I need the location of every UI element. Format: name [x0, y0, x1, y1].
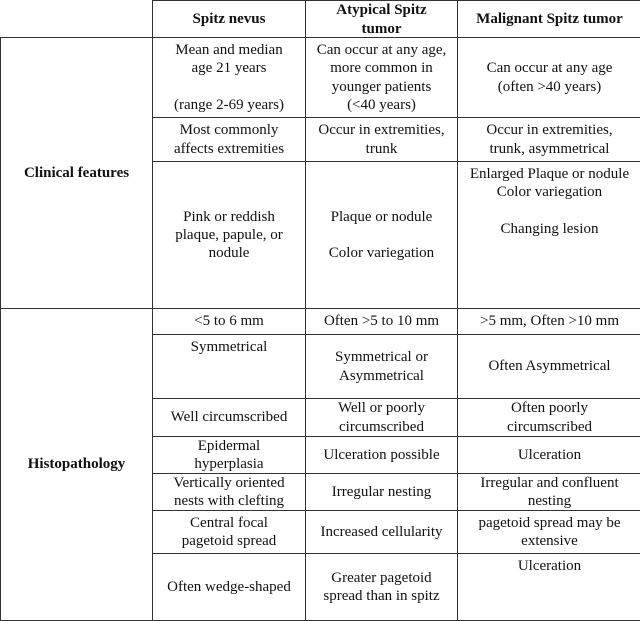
table-cell: [152, 37, 306, 118]
table-cell: [457, 37, 640, 118]
table-cell-text: Often >5 to 10 mm: [323, 313, 440, 330]
table-cell-text: pagetoid spread may be extensive: [478, 514, 621, 549]
table-cell: [305, 117, 458, 162]
table-cell: [152, 398, 306, 437]
table-cell: [457, 117, 640, 162]
table-cell: [305, 308, 458, 335]
table-cell-text: Plaque or nodule Color variegation: [328, 208, 435, 262]
table-cell: [305, 473, 458, 511]
table-cell: [305, 436, 458, 474]
table-cell-text: Often poorly circumscribed: [507, 400, 592, 435]
table-cell-text: Most commonly affects extremities: [173, 122, 285, 157]
table-cell-text: Enlarged Plaque or nodule Color variegation Changing lesion: [469, 166, 630, 237]
table-cell: [152, 436, 306, 474]
table-cell-text: Occur in extremities, trunk, asymmetrical: [486, 122, 613, 157]
table-cell-text: Ulceration possible: [323, 446, 440, 463]
section-label-histopathology: [0, 308, 153, 621]
table-cell: [305, 553, 458, 621]
table-cell-text: Often Asymmetrical: [488, 358, 611, 375]
table-cell-text: Mean and median age 21 years (range 2-69 years): [174, 42, 284, 113]
table-cell-text: Often wedge-shaped: [167, 578, 291, 595]
table-cell: [152, 473, 306, 511]
table-cell-text: Well or poorly circumscribed: [337, 400, 426, 435]
table-cell: [457, 436, 640, 474]
column-header: [305, 0, 458, 38]
section-label-clinical-features: [0, 37, 153, 309]
table-cell: [305, 334, 458, 399]
table-cell-text: Epidermal hyperplasia: [194, 437, 264, 472]
table-cell-text: Occur in extremities, trunk: [318, 122, 445, 157]
table-cell-text: Can occur at any age, more common in younger patients (<40 years): [316, 42, 447, 113]
table-cell: [152, 553, 306, 621]
table-cell-text: Pink or reddish plaque, papule, or nodule: [175, 208, 283, 262]
table-cell: [152, 308, 306, 335]
table-cell: [457, 473, 640, 511]
column-header-text: Spitz nevus: [192, 11, 266, 28]
table-cell: [457, 161, 640, 309]
table-cell: [152, 510, 306, 554]
table-cell-text: Increased cellularity: [320, 523, 443, 540]
column-header-text: Malignant Spitz tumor: [476, 11, 623, 28]
table-cell-text: Ulceration: [517, 558, 582, 574]
table-cell: [457, 398, 640, 437]
table-cell: [152, 334, 306, 399]
table-cell: [305, 398, 458, 437]
column-header: [457, 0, 640, 38]
column-header: [152, 0, 306, 38]
table-cell-text: Vertically oriented nests with clefting: [173, 474, 285, 509]
table-cell: [152, 117, 306, 162]
table-cell: [457, 510, 640, 554]
table-cell: [457, 553, 640, 621]
table-cell: [152, 161, 306, 309]
table-cell-text: Well circumscribed: [170, 409, 288, 426]
table-cell-text: Symmetrical: [190, 339, 268, 355]
column-header-text: Atypical Spitz tumor: [336, 2, 427, 37]
header-empty-cell: [0, 0, 153, 38]
table-cell-text: >5 mm, Often >10 mm: [480, 313, 619, 330]
table-cell: [305, 510, 458, 554]
section-label-histopathology-text: Histopathology: [27, 456, 126, 473]
table-cell-text: Can occur at any age (often >40 years): [486, 60, 613, 95]
table-cell-text: <5 to 6 mm: [194, 313, 264, 330]
table-cell-text: Irregular and confluent nesting: [480, 474, 619, 509]
table-cell: [305, 161, 458, 309]
table-cell: [305, 37, 458, 118]
table-cell-text: Irregular nesting: [331, 483, 432, 500]
table-cell-text: Ulceration: [517, 446, 582, 463]
table-cell: [457, 308, 640, 335]
table-cell-text: Greater pagetoid spread than in spitz: [323, 569, 440, 604]
table-cell-text: Symmetrical or Asymmetrical: [335, 349, 428, 384]
section-label-clinical-features-text: Clinical features: [23, 164, 130, 181]
table-cell: [457, 334, 640, 399]
table-cell-text: Central focal pagetoid spread: [181, 514, 277, 549]
